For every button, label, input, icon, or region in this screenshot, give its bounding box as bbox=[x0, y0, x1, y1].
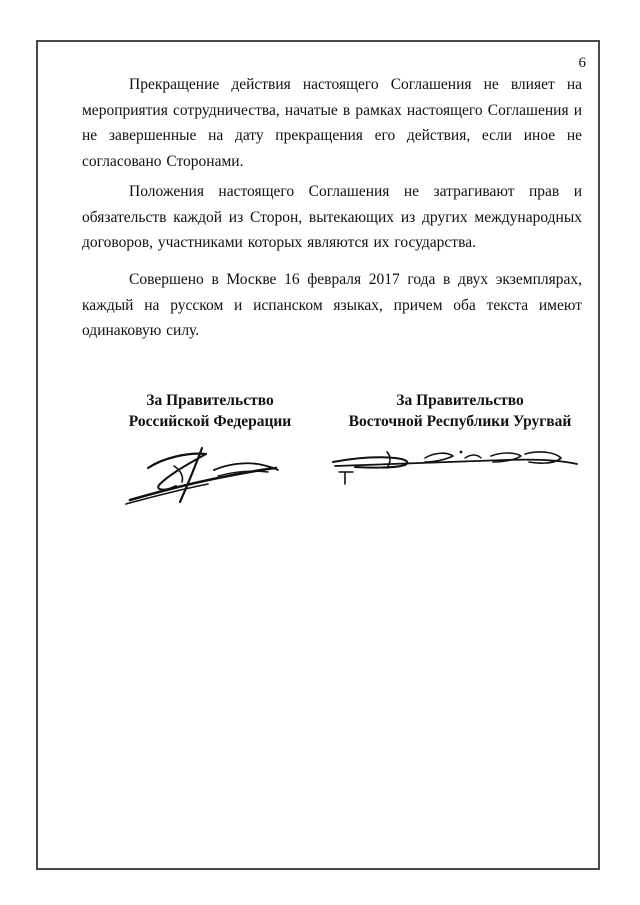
paragraph-other-treaties: Положения настоящего Соглашения не затрагивают прав и обязательств каждой из Сторон, вытекающих из других международных договоров, участниками которых являются их государства. bbox=[82, 183, 582, 251]
paragraph-termination: Прекращение действия настоящего Соглашения не влияет на мероприятия сотрудничества, начатые в рамках настоящего Соглашения и не завершенные на дату прекращения его действия, если иное не согласовано Сторонами. bbox=[82, 76, 582, 170]
signature-uruguay bbox=[325, 440, 585, 490]
signatory-russia-line1: За Правительство bbox=[146, 392, 274, 409]
signatory-uruguay bbox=[340, 390, 580, 432]
signatory-russia bbox=[110, 390, 310, 432]
page-number: 6 bbox=[578, 55, 586, 71]
signatory-russia-line2: Российской Федерации bbox=[128, 413, 292, 430]
signature-russia bbox=[118, 440, 288, 510]
paragraph-done-in-moscow: Совершено в Москве 16 февраля 2017 года в двух экземплярах, каждый на русском и испанском языках, причем оба текста имеют одинаковую силу. bbox=[82, 271, 582, 339]
signatory-uruguay-line1: За Правительство bbox=[396, 392, 524, 409]
signatory-uruguay-line2: Восточной Республики Уругвай bbox=[348, 413, 572, 430]
